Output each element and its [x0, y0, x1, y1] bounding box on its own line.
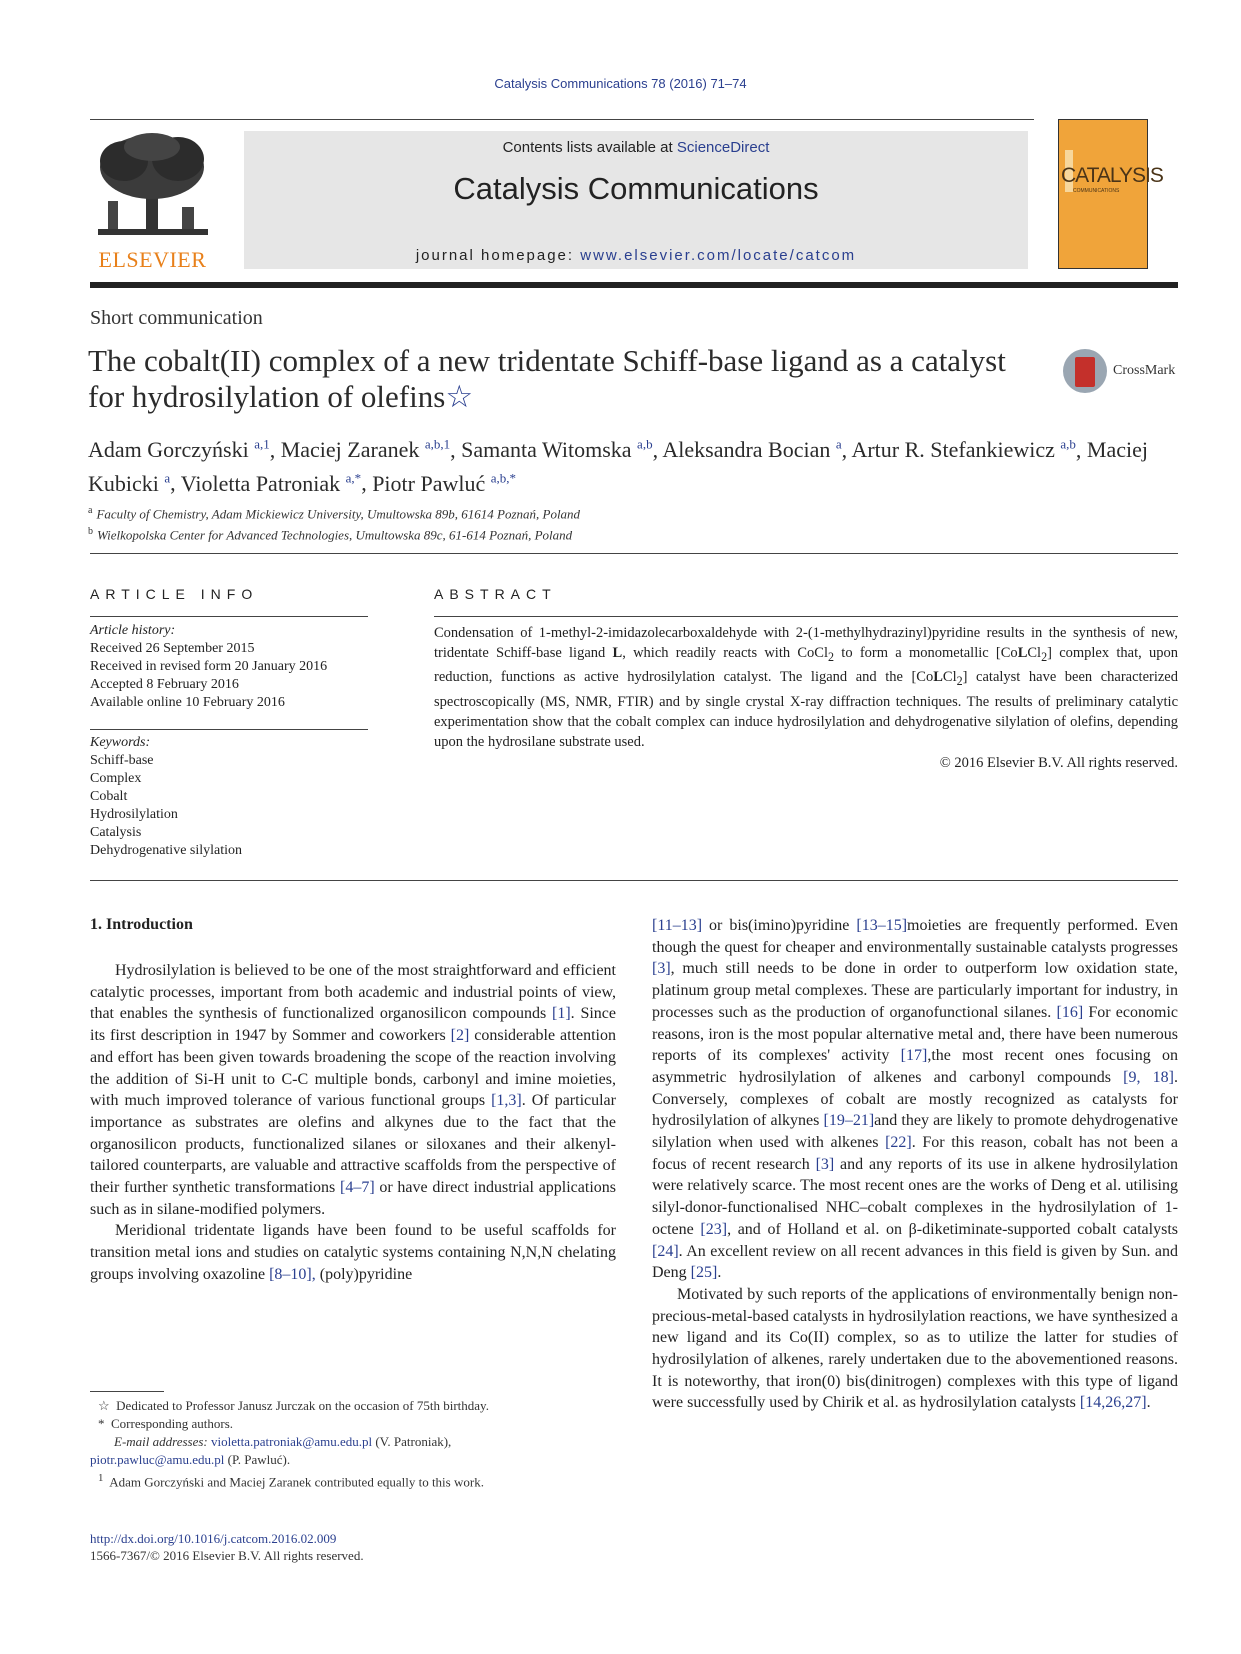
- journal-masthead: [244, 131, 1028, 269]
- divider: [90, 729, 368, 730]
- reference-link[interactable]: [14,26,27]: [1079, 1394, 1147, 1412]
- divider: [90, 880, 1178, 881]
- abstract-heading: ABSTRACT: [434, 586, 557, 602]
- article-type: Short communication: [90, 307, 263, 329]
- header-thick-divider: [90, 282, 1178, 288]
- elsevier-wordmark: ELSEVIER: [98, 247, 207, 272]
- sciencedirect-link[interactable]: ScienceDirect: [676, 139, 770, 156]
- history-item: Available online 10 February 2016: [90, 695, 285, 710]
- journal-cover-thumbnail[interactable]: [1058, 119, 1163, 269]
- author-affiliation-marks[interactable]: a,1: [254, 437, 270, 452]
- footnote-divider: [90, 1391, 164, 1392]
- homepage-line: [244, 247, 1028, 264]
- reference-link[interactable]: [9, 18]: [1123, 1068, 1175, 1086]
- body-column-left: [90, 960, 616, 1286]
- author-affiliation-marks[interactable]: a: [835, 437, 842, 452]
- divider: [90, 553, 1178, 554]
- reference-link[interactable]: [22]: [885, 1134, 912, 1152]
- history-item: Received 26 September 2015: [90, 641, 255, 656]
- paragraph: Motivated by such reports of the applications of environmentally benign non-precious-metal-based catalysts in hydrosilylation reactions, we have synthesized a new ligand and its Co(II) complex, so as to utilize the latter for studies of hydrosilylation of alkenes, rarely undertaken due to the abovementioned reasons. It is noteworthy, that iron(0) bis(dinitrogen) complexes with this type of ligand were successfully used by Chirik et al. as hydrosilylation catalysts [14,26,27].: [652, 1285, 1178, 1412]
- header-divider: [90, 119, 1034, 120]
- author: Aleksandra Bocian $^a$: [662, 437, 842, 463]
- footnote-equal-contribution: $^1$ Adam Gorczyński and Maciej Zaranek contributed equally to this work.: [98, 1472, 484, 1490]
- contents-line: [244, 139, 1028, 156]
- cover-title: CATALYSIS: [1061, 164, 1163, 187]
- article-history: [90, 622, 390, 712]
- title-footnote-mark[interactable]: ☆: [445, 379, 474, 414]
- reference-link[interactable]: [24]: [652, 1242, 679, 1260]
- reference-link[interactable]: [23]: [700, 1220, 728, 1238]
- footnote-dedication: ☆ Dedicated to Professor Janusz Jurczak on the occasion of 75th birthday.: [98, 1398, 489, 1413]
- history-label: Article history:: [90, 623, 176, 638]
- article-title-text: The cobalt(II) complex of a new tridentate Schiff-base ligand as a catalyst for hydrosilylation of olefins: [88, 343, 1006, 414]
- homepage-link[interactable]: www.elsevier.com/locate/catcom: [580, 247, 857, 264]
- tree-icon: [90, 131, 215, 241]
- author-affiliation-marks[interactable]: a,b: [637, 437, 653, 452]
- keyword: Catalysis: [90, 825, 142, 840]
- footnote-emails: E-mail addresses: violetta.patroniak@amu.edu.pl (V. Patroniak),: [114, 1434, 452, 1449]
- doi-block: [90, 1530, 364, 1564]
- author: Maciej Kubicki $^a$: [88, 437, 1149, 496]
- reference-link[interactable]: [2]: [450, 1027, 470, 1045]
- journal-citation[interactable]: Catalysis Communications 78 (2016) 71–74: [494, 76, 747, 91]
- footnote-corresponding: * Corresponding authors.: [98, 1416, 234, 1431]
- footnote-emails-cont: piotr.pawluc@amu.edu.pl (P. Pawluć).: [90, 1452, 291, 1467]
- paragraph: Meridional tridentate ligands have been found to be useful scaffolds for transition metal ions and studies on catalytic systems containing N,N,N chelating groups involving oxazoline [8–10], (poly)pyridine: [90, 1222, 616, 1283]
- keyword: Schiff-base: [90, 753, 154, 768]
- issn-line: 1566-7367/© 2016 Elsevier B.V. All rights reserved.: [90, 1548, 364, 1563]
- affiliation: $^b$ Wielkopolska Center for Advanced Technologies, Umultowska 89c, 61-614 Poznań, Poland: [88, 526, 573, 543]
- paragraph: Hydrosilylation is believed to be one of the most straightforward and efficient catalytic processes, important from both academic and industrial points of view, that enables the synthesis of functionalized organosilicon compounds [1]. Since its first description in 1947 by Sommer and coworkers [2] considerable attention and effort has been given towards broadening the scope of the reaction involving the addition of Si-H unit to C-C multiple bonds, carbonyl and imine moieties, with much improved tolerance of various functional groups [1,3]. Of particular importance as substrates are olefins and alkynes due to the fact that the organosilicon products, functionalized silanes or siloxanes and their alkenyl-tailored counterparts, are valuable and attractive scaffolds from the perspective of their further synthetic transformations [4–7] or have direct industrial applications such as in silane-modified polymers.: [90, 962, 617, 1218]
- journal-name: Catalysis Communications: [453, 171, 819, 206]
- abstract-text: Condensation of 1-methyl-2-imidazolecarboxaldehyde with 2-(1-methylhydrazinyl)pyridine results in the synthesis of new, tridentate Schiff-base ligand L, which readily reacts with CoCl$_2$ to form a monometallic [CoLCl$_2$] complex that, upon reduction, functions as active hydrosilylation catalyst. The ligand and the [CoLCl$_2$] catalyst have been characterized spectroscopically (MS, NMR, FTIR) and by single crystal X-ray diffraction techniques. The results of preliminary catalytic experimentation show that the cobalt complex can induce hydrosilylation and dehydrogenative silylation of olefins, depending upon the hydrosilane substrate used.: [434, 625, 1178, 751]
- keywords-label: Keywords:: [90, 735, 151, 750]
- crossmark-icon: [1063, 349, 1107, 393]
- divider: [90, 616, 368, 617]
- divider: [434, 616, 1178, 617]
- keyword: Complex: [90, 771, 142, 786]
- section-heading-introduction: 1. Introduction: [90, 916, 193, 933]
- elsevier-logo[interactable]: [90, 131, 215, 273]
- author: Adam Gorczyński $^{a,1}$: [88, 437, 270, 463]
- footnotes: [90, 1397, 630, 1491]
- affiliation-list: [88, 502, 888, 545]
- author-affiliation-marks[interactable]: a: [164, 470, 171, 486]
- author-affiliation-marks[interactable]: a,b,1: [424, 437, 451, 452]
- reference-link[interactable]: [1,3]: [491, 1092, 522, 1110]
- email-link[interactable]: violetta.patroniak@amu.edu.pl: [211, 1434, 373, 1449]
- author-list: Adam Gorczyński $^{a,1}$, Maciej Zaranek $^{a,b,1}$, Samanta Witomska $^{a,b}$, Aleksandra Bocian $^a$, Artur R. Stefankiewicz $^{a,b}$, Maciej Kubicki $^a$, Violetta Patroniak $^{a,*}$, Piotr Pawluć $^{a,b,*}$: [88, 437, 1149, 496]
- keywords: [90, 734, 390, 860]
- reference-link[interactable]: [19–21]: [823, 1112, 875, 1130]
- keyword: Dehydrogenative silylation: [90, 843, 243, 858]
- crossmark-label: CrossMark: [1113, 363, 1176, 378]
- cover-subtitle: COMMUNICATIONS: [1073, 188, 1120, 194]
- author: Piotr Pawluć $^{a,b,*}$: [372, 470, 517, 496]
- author: Violetta Patroniak $^{a,*}$: [180, 470, 362, 496]
- article-info-heading: ARTICLE INFO: [90, 586, 259, 602]
- reference-link[interactable]: [13–15]: [856, 917, 908, 934]
- reference-link[interactable]: [4–7]: [339, 1179, 375, 1197]
- reference-link[interactable]: [1]: [552, 1005, 571, 1023]
- doi-link[interactable]: http://dx.doi.org/10.1016/j.catcom.2016.02.009: [90, 1531, 337, 1546]
- homepage-prefix: journal homepage:: [415, 247, 581, 264]
- contents-prefix: Contents lists available at: [502, 139, 677, 156]
- author: Samanta Witomska $^{a,b}$: [461, 437, 653, 463]
- author: Maciej Zaranek $^{a,b,1}$: [280, 437, 451, 463]
- author-affiliation-marks[interactable]: a,b,*: [490, 470, 517, 486]
- reference-link[interactable]: [3]: [652, 960, 671, 978]
- paragraph: [11–13] or bis(imino)pyridine [13–15]moieties are frequently performed. Even though the quest for cheaper and environmentally sustainable catalysts progresses [3], much still needs to be done in order to outperform low oxidation state, platinum group metal complexes. These are particularly important for industry, in processes such as the production of organofunctional silanes. [16] For economic reasons, iron is the most popular alternative metal and, there have been numerous reports of its complexes' activity [17],the most recent ones focusing on asymmetric hydrosilylation of alkenes and carbonyl compounds [9, 18]. Conversely, complexes of cobalt are mostly recognized as catalysts for hydrosilylation of alkynes [19–21]and they are likely to promote dehydrogenative silylation when used with alkenes [22]. For this reason, cobalt has not been a focus of recent research [3] and any reports of its use in alkene hydrosilylation were relatively scarce. The most recent ones are the works of Deng et al. utilising silyl-donor-functionalised NHC–cobalt complexes in the hydrosilylation of 1-octene [23], and of Holland et al. on β-diketiminate-supported cobalt catalysts [24]. An excellent review on all recent advances in this field is given by Sun. and Deng [25].: [652, 917, 1179, 1282]
- history-item: Received in revised form 20 January 2016: [90, 659, 328, 674]
- history-item: Accepted 8 February 2016: [90, 677, 239, 692]
- keyword: Hydrosilylation: [90, 807, 178, 822]
- keyword: Cobalt: [90, 789, 128, 804]
- author-affiliation-marks[interactable]: a,b: [1060, 437, 1076, 452]
- reference-link[interactable]: [17]: [900, 1047, 928, 1065]
- article-title: [88, 343, 1048, 415]
- reference-link[interactable]: [25]: [690, 1264, 718, 1282]
- reference-link[interactable]: [8–10],: [269, 1265, 316, 1283]
- email-link[interactable]: piotr.pawluc@amu.edu.pl: [90, 1452, 225, 1467]
- reference-link[interactable]: [11–13]: [652, 917, 703, 934]
- reference-link[interactable]: [16]: [1056, 1003, 1084, 1021]
- author-affiliation-marks[interactable]: a,*: [345, 470, 362, 486]
- affiliation: $^a$ Faculty of Chemistry, Adam Mickiewicz University, Umultowska 89b, 61614 Poznań, Poland: [88, 505, 581, 522]
- reference-link[interactable]: [3]: [815, 1155, 835, 1173]
- abstract-body: [434, 623, 1178, 773]
- abstract-copyright: © 2016 Elsevier B.V. All rights reserved.: [939, 754, 1178, 771]
- body-column-right: [652, 915, 1178, 1414]
- author: Artur R. Stefankiewicz $^{a,b}$: [851, 437, 1076, 463]
- crossmark-button[interactable]: [1063, 349, 1183, 397]
